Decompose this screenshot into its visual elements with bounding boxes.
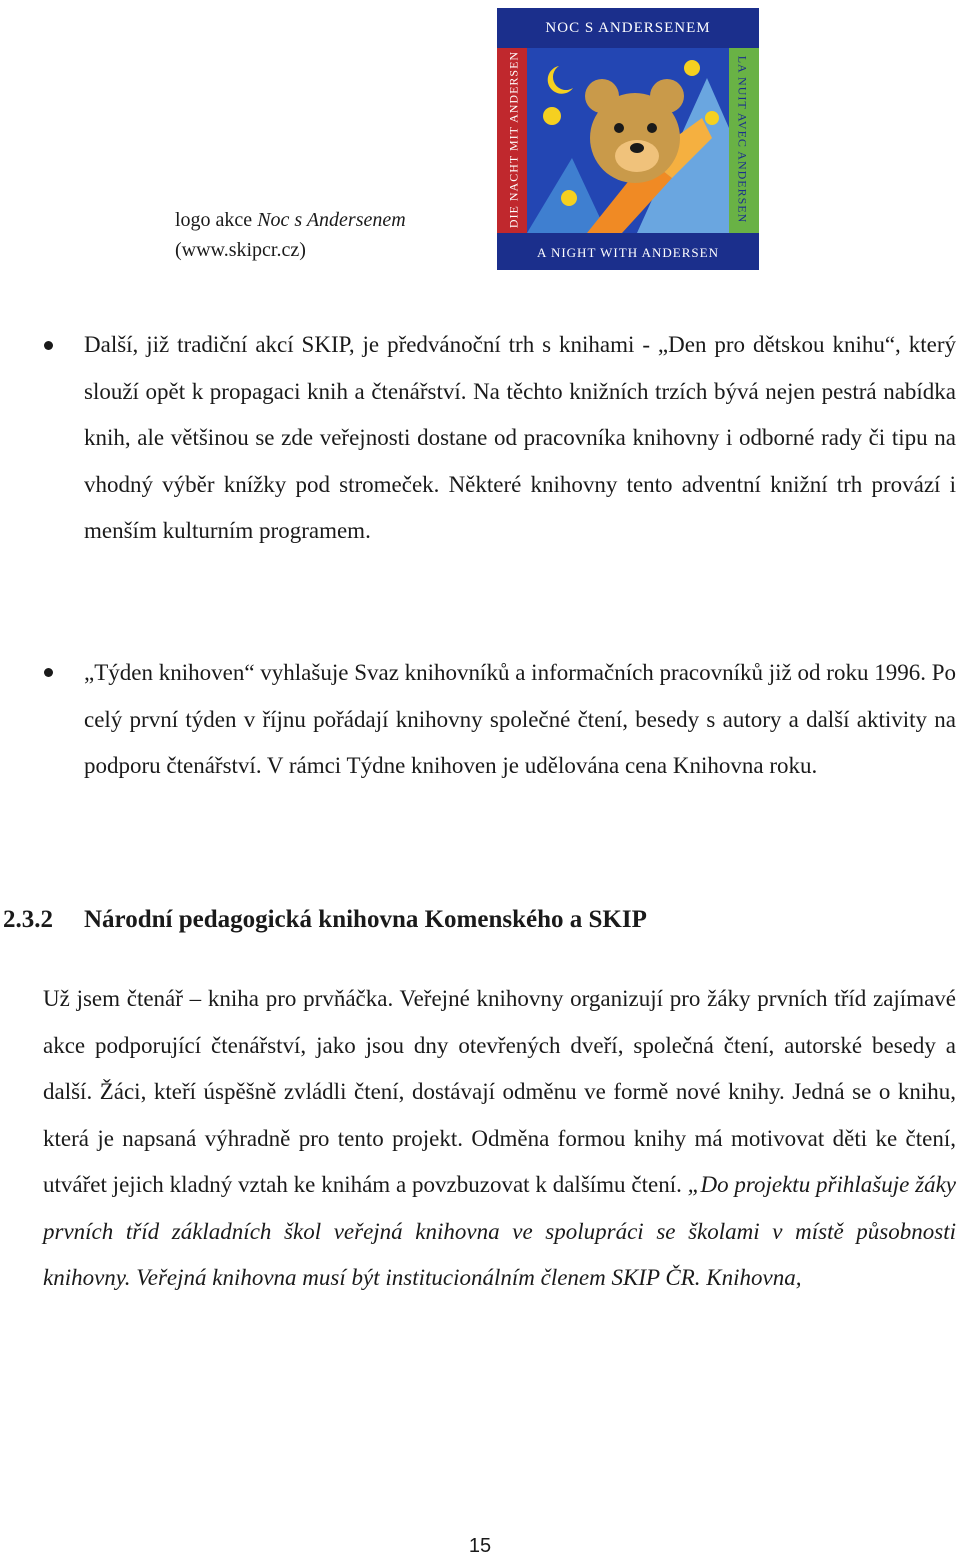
caption-prefix: logo akce <box>175 209 258 231</box>
paragraph-text: Už jsem čtenář – kniha pro prvňáčka. Veřejné knihovny organizují pro žáky prvních tříd zajímavé akce podporující čtenářství, jako jsou dny otevřených dveří, společná čtení, autorské besedy a další. Žáci, kteří úspěšně zvládli čtení, dostávají odměnu ve formě nové knihy. Jedná se o knihu, která je napsaná výhradně pro tento projekt. Odměna formou knihy má motivovat děti ke čtení, utvářet jejich kladný vztah ke knihám a povzbuzovat k dalšímu čtení. <box>43 986 956 1197</box>
caption-italic: Noc s Andersenem <box>257 209 406 231</box>
logo-bottom-text: A NIGHT WITH ANDERSEN <box>537 245 719 260</box>
bullet-dot <box>44 341 53 350</box>
paragraph-quote: „Do projektu přihlašuje žáky prvních tříd základních škol veřejná knihovna ve spolupráci se školami v místě působnosti knihovny. Veřejná knihovna musí být institucionálním členem SKIP ČR. Knihovna, <box>43 1172 956 1290</box>
section-heading <box>3 900 647 940</box>
logo-right-text: LA NUIT AVEC ANDERSEN <box>735 55 750 224</box>
logo-left-text: DIE NACHT MIT ANDERSEN <box>506 50 521 229</box>
logo-graphic <box>497 8 759 270</box>
page-number: 15 <box>468 1535 492 1557</box>
caption-url: (www.skipcr.cz) <box>175 239 306 261</box>
bullet-paragraph-tyden-knihoven: „Týden knihoven“ vyhlašuje Svaz knihovníků a informačních pracovníků již od roku 1996. Po celý první týden v říjnu pořádají knihovny společné čtení, besedy s autory a další aktivity na podporu čtenářství. V rámci Týdne knihoven je udělována cena Knihovna roku. <box>84 660 956 778</box>
logo-caption <box>175 205 406 265</box>
body-paragraph <box>43 976 956 1302</box>
section-title: Národní pedagogická knihovna Komenského a SKIP <box>84 906 647 933</box>
noc-s-andersenem-logo <box>497 8 759 270</box>
bullet-paragraph-den-pro-detskou-knihu: Další, již tradiční akcí SKIP, je předvánoční trh s knihami - „Den pro dětskou knihu“, který slouží opět k propagaci knih a čtenářství. Na těchto knižních trzích bývá nejen pestrá nabídka knih, ale většinou se zde veřejnosti dostane od pracovníka knihovny i odborné rady či tipu na vhodný výběr knížky pod stromeček. Některé knihovny tento adventní knižní trh provází i menším kulturním programem. <box>84 332 956 543</box>
section-number: 2.3.2 <box>3 906 53 933</box>
bullet-dot <box>44 668 53 677</box>
logo-top-text: NOC S ANDERSENEM <box>545 20 711 36</box>
